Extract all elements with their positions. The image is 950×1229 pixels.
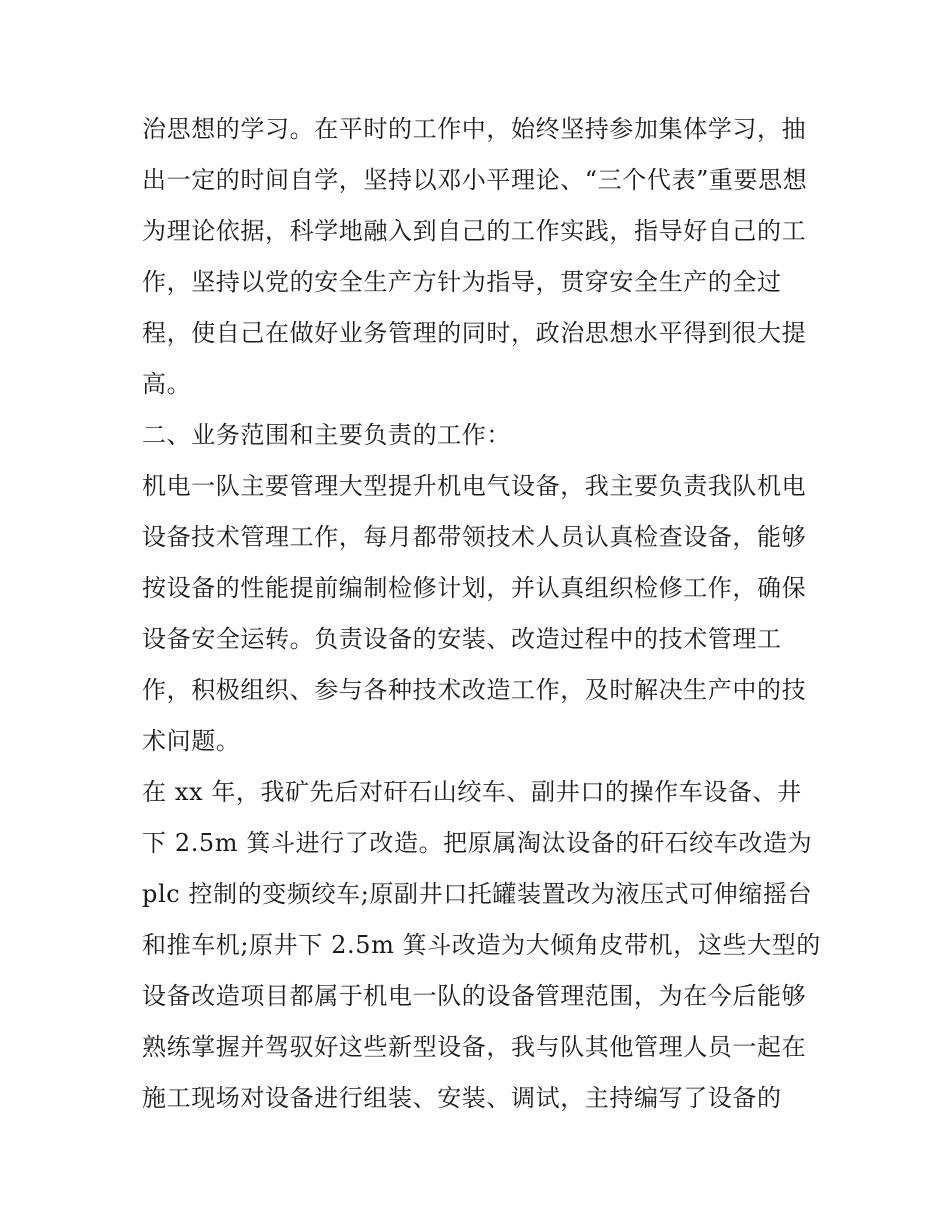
text-line: 程，使自己在做好业务管理的同时，政治思想水平得到很大提	[142, 319, 807, 347]
text-line: 机电一队主要管理大型提升机电气设备，我主要负责我队机电	[142, 472, 807, 500]
text-line: 作，积极组织、参与各种技术改造工作，及时解决生产中的技	[142, 676, 807, 704]
text-line: 术问题。	[142, 727, 241, 755]
text-line: plc 控制的变频绞车;原副井口托罐装置改为液压式可伸缩摇台	[142, 880, 813, 908]
text-line: 熟练掌握并驾驭好这些新型设备，我与队其他管理人员一起在	[142, 1033, 807, 1061]
text-line: 设备技术管理工作，每月都带领技术人员认真检查设备，能够	[142, 523, 807, 551]
text-line: 治思想的学习。在平时的工作中，始终坚持参加集体学习，抽	[142, 115, 807, 143]
text-line: 为理论依据，科学地融入到自己的工作实践，指导好自己的工	[142, 217, 807, 245]
text-line: 在 xx 年，我矿先后对矸石山绞车、副井口的操作车设备、井	[142, 778, 802, 806]
text-line: 作，坚持以党的安全生产方针为指导，贯穿安全生产的全过	[142, 268, 782, 296]
text-line: 设备安全运转。负责设备的安装、改造过程中的技术管理工	[142, 625, 782, 653]
document-body	[142, 104, 821, 1124]
text-line: 按设备的性能提前编制检修计划，并认真组织检修工作，确保	[142, 574, 807, 602]
text-line: 设备改造项目都属于机电一队的设备管理范围，为在今后能够	[142, 982, 807, 1010]
text-line: 下 2.5m 箕斗进行了改造。把原属淘汰设备的矸石绞车改造为	[142, 829, 813, 857]
text-line: 和推车机;原井下 2.5m 箕斗改造为大倾角皮带机，这些大型的	[142, 931, 821, 959]
text-line: 高。	[142, 370, 192, 398]
text-line: 出一定的时间自学，坚持以邓小平理论、“三个代表”重要思想	[142, 166, 808, 194]
section-heading: 二、业务范围和主要负责的工作：	[142, 421, 511, 449]
text-line: 施工现场对设备进行组装、安装、调试，主持编写了设备的	[142, 1084, 782, 1112]
